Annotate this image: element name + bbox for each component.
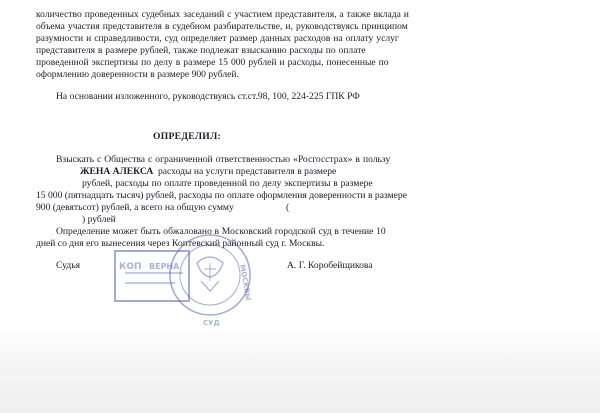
para1-line-1: количество проведенных судебных заседаний с участием представителя, а также вклада и (36, 9, 409, 20)
scan-shadow (0, 325, 600, 413)
judge-label: Судья (56, 260, 81, 271)
ruling-line-3: рублей, расходы по оплате проведенной по делу экспертизы в размере (82, 178, 373, 189)
appeal-line-2: дней со дня его вынесения через Коптевский районный суд г. Москвы. (36, 238, 325, 249)
ruling-heading: ОПРЕДЕЛИЛ: (153, 131, 222, 142)
court-seal-icon (105, 225, 255, 335)
para1-line-4: представителя в размере рублей, также подлежат взысканию расходы по оплате (36, 45, 366, 56)
para1-line-2: объема участия представителя в судебном разбирательстве, и, руководствуясь принципом (36, 21, 408, 32)
basis-line: На основании изложенного, руководствуясь ст.ст.98, 100, 224-225 ГПК РФ (56, 91, 360, 102)
ruling-line-5-paren: ( (286, 202, 290, 213)
court-stamp (105, 225, 255, 335)
ruling-line-2: расходы на услуги представителя в размере (158, 166, 337, 177)
svg-text:СУД: СУД (203, 319, 220, 327)
ruling-line-1: Взыскать с Общества с ограниченной ответственностью «Росгосстрах» в пользу (56, 154, 391, 165)
ruling-line-4: 15 000 (пятнадцать тысяч) рублей, расходы по оплате оформления доверенности в размере (36, 190, 407, 201)
ruling-line-6: ) рублей (82, 214, 116, 225)
judge-name: А. Г. Коробейщикова (287, 260, 373, 271)
svg-text:КОП: КОП (119, 262, 142, 272)
para1-line-3: разумности и справедливости, суд определяет размер данных расходов на оплату услуг (36, 33, 399, 44)
appeal-line-1: Определение может быть обжаловано в Московский городской суд в течение 10 (56, 226, 386, 237)
claimant-name: ЖЕНА АЛЕКСА (80, 166, 154, 177)
ruling-line-5: 900 (девятьсот) рублей, а всего на общую сумму (36, 202, 234, 213)
para1-line-5: проведенной экспертизы по делу в размере 15 000 рублей и расходы, понесенные по (36, 57, 389, 68)
svg-text:МОСКВЫ: МОСКВЫ (238, 263, 253, 302)
para1-line-6: оформлению доверенности в размере 900 рублей. (36, 69, 239, 80)
svg-text:ВЕРНА: ВЕРНА (149, 262, 180, 271)
